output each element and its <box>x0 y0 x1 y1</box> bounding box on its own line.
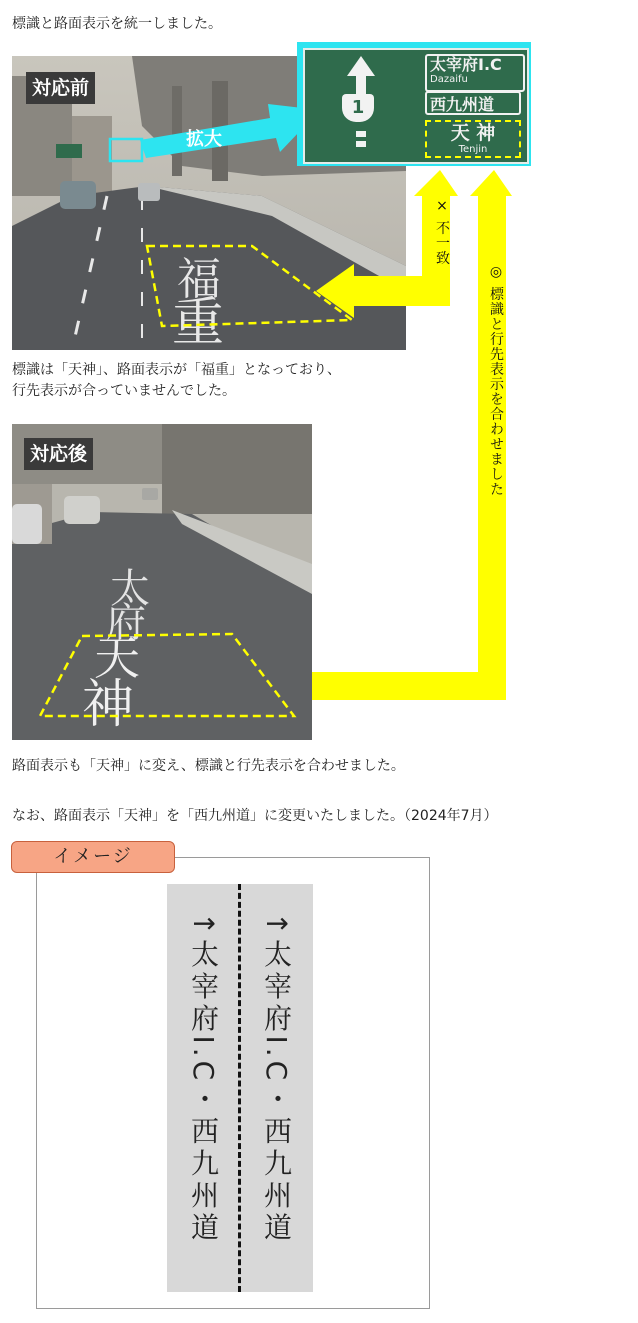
lane-left-text: ↑太宰府I.C・西九州道 <box>187 912 220 1245</box>
lane-divider <box>238 884 241 1292</box>
route-shield <box>342 94 374 122</box>
image-tab: イメージ <box>11 841 175 873</box>
sign-dest-dazaifu: 太宰府I.C Dazaifu <box>425 54 525 92</box>
before-badge: 対応前 <box>26 72 95 104</box>
match-label: ◎ 標識と行先表示を合わせました <box>488 264 504 497</box>
road-marking-fuku: 福 <box>177 254 221 305</box>
road-marking-shige: 重 <box>172 293 225 350</box>
road-marking-after-1: 太 <box>110 566 150 612</box>
road-marking-after-5: 神 <box>82 675 135 735</box>
zoom-label: 拡大 <box>186 129 222 150</box>
sign-dest-nishikyushu: 西九州道 <box>425 91 521 115</box>
before-caption-line2: 行先表示が合っていませんでした。 <box>12 383 236 399</box>
enlarged-sign <box>303 48 529 164</box>
sign-dest-tenjin: 天 神 Tenjin <box>425 120 521 158</box>
after-badge: 対応後 <box>24 438 93 470</box>
road-marking-after-4: 天 <box>94 631 140 685</box>
mismatch-label: × 不一致 <box>434 198 450 266</box>
before-caption-line1: 標識は「天神」、路面表示が「福重」となっており、 <box>12 362 341 378</box>
after-photo <box>12 424 312 740</box>
change-note: なお、路面表示「天神」を「西九州道」に変更いたしました。（2024年7月） <box>12 808 498 824</box>
after-caption: 路面表示も「天神」に変え、標識と行先表示を合わせました。 <box>12 758 405 774</box>
lane-right-text: ↑太宰府I.C・西九州道 <box>260 912 293 1245</box>
road-marking-after-2: 府 <box>106 600 146 646</box>
route-number: 1 <box>351 97 365 118</box>
page-heading: 標識と路面表示を統一しました。 <box>12 16 222 32</box>
